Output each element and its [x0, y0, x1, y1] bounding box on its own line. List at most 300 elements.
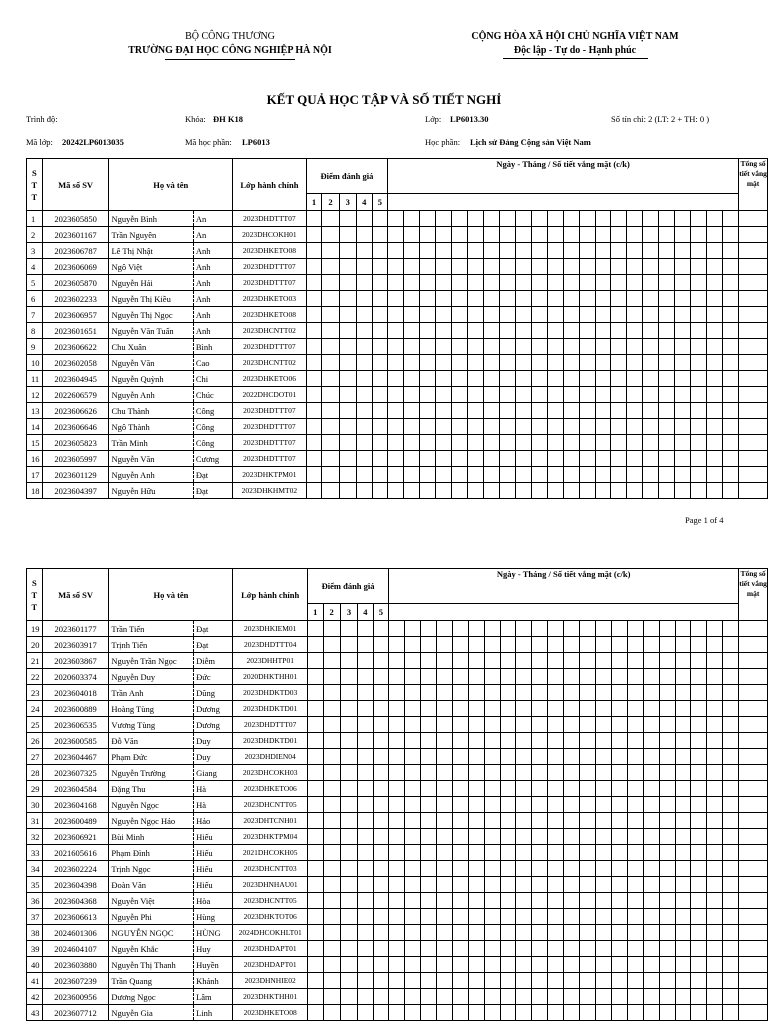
- cell-absence: [659, 941, 675, 957]
- cell-absence: [691, 243, 707, 259]
- cell-stt: 28: [27, 765, 43, 781]
- cell-score: [323, 813, 340, 829]
- cell-absence: [675, 669, 691, 685]
- cell-absence: [389, 669, 405, 685]
- cell-absence: [483, 243, 499, 259]
- cell-score: [373, 1005, 389, 1021]
- cell-absence: [611, 435, 627, 451]
- cell-absence: [643, 989, 659, 1005]
- cell-absence: [516, 765, 532, 781]
- cell-absence: [691, 653, 707, 669]
- cell-absence: [451, 467, 467, 483]
- cell-absence: [627, 701, 643, 717]
- table-row: [27, 291, 768, 307]
- cell-absence: [643, 451, 659, 467]
- cell-absence: [388, 451, 404, 467]
- cell-score: [322, 371, 339, 387]
- cell-absence: [675, 797, 691, 813]
- cell-absence: [389, 925, 405, 941]
- cell-absence: [548, 637, 564, 653]
- cell-ma-sv: 2021605616: [42, 845, 109, 861]
- cell-absence: [659, 749, 675, 765]
- cell-absence: [563, 435, 579, 451]
- cell-absence: [611, 291, 627, 307]
- cell-absence: [515, 403, 531, 419]
- cell-absence: [405, 941, 421, 957]
- cell-absence: [563, 307, 579, 323]
- cell-absence: [611, 227, 627, 243]
- header-row: [27, 159, 768, 194]
- cell-absence: [532, 1005, 548, 1021]
- cell-absence: [467, 243, 483, 259]
- cell-absence: [691, 877, 707, 893]
- cell-score: [339, 339, 356, 355]
- cell-absence: [532, 973, 548, 989]
- cell-absence: [595, 957, 611, 973]
- cell-absence: [723, 259, 739, 275]
- cell-ma-sv: 2023604945: [42, 371, 109, 387]
- cell-stt: 29: [27, 781, 43, 797]
- cell-absence: [563, 419, 579, 435]
- cell-absence: [675, 467, 691, 483]
- motto: Độc lập - Tự do - Hạnh phúc: [513, 45, 637, 56]
- cell-absence: [405, 957, 421, 973]
- cell-ma-sv: 2023606535: [42, 717, 109, 733]
- cell-score: [323, 1005, 340, 1021]
- cell-absence: [436, 653, 452, 669]
- lop-label: Lớp:: [425, 114, 442, 124]
- cell-absence: [579, 211, 595, 227]
- cell-score: [307, 621, 323, 637]
- cell-absence: [436, 621, 452, 637]
- cell-absence: [404, 275, 420, 291]
- cell-absence: [516, 669, 532, 685]
- cell-score: [356, 339, 372, 355]
- cell-absence: [627, 669, 643, 685]
- cell-total-absence: [739, 339, 768, 355]
- cell-absence: [611, 925, 627, 941]
- cell-absence: [659, 717, 675, 733]
- cell-ho-dem: Trịnh Ngọc: [109, 861, 194, 877]
- cell-ma-sv: 2023604467: [42, 749, 109, 765]
- cell-absence: [436, 861, 452, 877]
- cell-score: [373, 941, 389, 957]
- cell-total-absence: [739, 653, 768, 669]
- cell-absence: [643, 435, 659, 451]
- cell-score: [358, 717, 374, 733]
- cell-absence: [691, 227, 707, 243]
- cell-absence: [564, 765, 580, 781]
- cell-absence: [675, 227, 691, 243]
- cell-absence: [675, 813, 691, 829]
- cell-stt: 35: [27, 877, 43, 893]
- cell-absence: [595, 653, 611, 669]
- cell-absence: [691, 621, 707, 637]
- cell-absence: [548, 845, 564, 861]
- cell-score: [306, 259, 322, 275]
- cell-ho-dem: Nguyễn Bình: [109, 211, 193, 227]
- table-row: [27, 749, 768, 765]
- cell-absence: [468, 701, 484, 717]
- cell-absence: [451, 243, 467, 259]
- cell-score: [323, 829, 340, 845]
- cell-absence: [595, 637, 611, 653]
- cell-absence: [579, 339, 595, 355]
- cell-absence: [563, 291, 579, 307]
- cell-score: [358, 669, 374, 685]
- cell-absence: [595, 701, 611, 717]
- cell-ten: Dương: [194, 701, 233, 717]
- cell-absence: [595, 941, 611, 957]
- cell-ho-dem: Vương Tùng: [109, 717, 194, 733]
- cell-absence: [436, 1005, 452, 1021]
- cell-absence: [468, 925, 484, 941]
- cell-total-absence: [739, 211, 768, 227]
- cell-absence: [405, 845, 421, 861]
- cell-absence: [532, 781, 548, 797]
- cell-ho-dem: Trịnh Tiến: [109, 637, 194, 653]
- cell-score: [340, 941, 357, 957]
- cell-total-absence: [739, 483, 768, 499]
- cell-ho-dem: Nguyễn Ngọc: [109, 797, 194, 813]
- cell-absence: [691, 733, 707, 749]
- cell-ho-dem: Nguyễn Văn Tuấn: [109, 323, 193, 339]
- cell-score: [323, 845, 340, 861]
- cell-absence: [405, 973, 421, 989]
- cell-absence: [611, 371, 627, 387]
- cell-absence: [675, 403, 691, 419]
- cell-absence: [452, 973, 468, 989]
- ministry-name: BỘ CÔNG THƯƠNG: [185, 31, 275, 42]
- table-row: [27, 909, 768, 925]
- cell-absence: [467, 211, 483, 227]
- cell-absence: [595, 323, 611, 339]
- cell-absence: [691, 259, 707, 275]
- cell-absence: [531, 227, 547, 243]
- cell-score: [358, 845, 374, 861]
- cell-absence: [421, 957, 437, 973]
- cell-ho-dem: NGUYỄN NGỌC: [109, 925, 194, 941]
- cell-lop-hanh-chinh: 2023DHDTTT07: [233, 259, 307, 275]
- cell-score: [339, 483, 356, 499]
- cell-stt: 4: [27, 259, 43, 275]
- cell-absence: [388, 355, 404, 371]
- cell-absence: [595, 829, 611, 845]
- cell-absence: [451, 211, 467, 227]
- cell-score: [339, 419, 356, 435]
- cell-stt: 41: [27, 973, 43, 989]
- cell-absence: [547, 403, 563, 419]
- cell-absence: [499, 259, 515, 275]
- cell-absence: [564, 653, 580, 669]
- cell-ma-sv: 2023606626: [42, 403, 109, 419]
- cell-absence: [547, 307, 563, 323]
- cell-absence: [421, 797, 437, 813]
- cell-absence: [675, 637, 691, 653]
- cell-absence: [531, 451, 547, 467]
- cell-absence: [468, 653, 484, 669]
- cell-absence: [499, 451, 515, 467]
- cell-total-absence: [739, 291, 768, 307]
- cell-absence: [531, 339, 547, 355]
- cell-absence: [691, 861, 707, 877]
- cell-absence: [468, 797, 484, 813]
- cell-absence: [483, 211, 499, 227]
- cell-absence: [452, 701, 468, 717]
- cell-absence: [405, 909, 421, 925]
- cell-stt: 1: [27, 211, 43, 227]
- cell-absence: [404, 483, 420, 499]
- cell-score: [306, 403, 322, 419]
- cell-absence: [452, 845, 468, 861]
- cell-absence: [404, 451, 420, 467]
- cell-absence: [595, 765, 611, 781]
- cell-score: [322, 435, 339, 451]
- cell-absence: [499, 291, 515, 307]
- cell-score: [323, 925, 340, 941]
- cell-ma-sv: 2023604397: [42, 483, 109, 499]
- cell-absence: [563, 339, 579, 355]
- republic-name: CỘNG HÒA XÃ HỘI CHỦ NGHĨA VIỆT NAM: [471, 31, 679, 42]
- cell-absence: [531, 387, 547, 403]
- cell-total-absence: [739, 925, 768, 941]
- cell-score: [372, 211, 388, 227]
- cell-absence: [707, 419, 723, 435]
- cell-absence: [659, 1005, 675, 1021]
- cell-absence: [500, 669, 516, 685]
- cell-absence: [420, 339, 436, 355]
- cell-absence: [723, 941, 739, 957]
- cell-absence: [723, 621, 739, 637]
- cell-stt: 7: [27, 307, 43, 323]
- cell-total-absence: [739, 861, 768, 877]
- cell-total-absence: [739, 781, 768, 797]
- cell-absence: [659, 989, 675, 1005]
- cell-total-absence: [739, 621, 768, 637]
- cell-absence: [675, 925, 691, 941]
- cell-score: [356, 307, 372, 323]
- cell-absence: [468, 909, 484, 925]
- cell-absence: [564, 1005, 580, 1021]
- cell-lop-hanh-chinh: 2023DHKETO08: [233, 1005, 308, 1021]
- cell-score: [323, 877, 340, 893]
- cell-absence: [723, 371, 739, 387]
- cell-absence: [531, 467, 547, 483]
- col-header-ho-ten: Họ và tên: [109, 159, 233, 211]
- cell-absence: [563, 483, 579, 499]
- cell-score: [372, 339, 388, 355]
- cell-absence: [564, 749, 580, 765]
- cell-absence: [467, 307, 483, 323]
- cell-ho-dem: Trần Tiến: [109, 621, 194, 637]
- cell-lop-hanh-chinh: 2023DHHTP01: [233, 653, 308, 669]
- cell-ma-sv: 2023605850: [42, 211, 109, 227]
- cell-ten: Hiếu: [194, 877, 233, 893]
- cell-absence: [564, 973, 580, 989]
- cell-ma-sv: 2023601167: [42, 227, 109, 243]
- cell-absence: [627, 451, 643, 467]
- cell-ten: Hùng: [194, 909, 233, 925]
- cell-absence: [404, 307, 420, 323]
- cell-stt: 20: [27, 637, 43, 653]
- col-header-score-1: 1: [306, 194, 322, 211]
- cell-lop-hanh-chinh: 2023DHDKTD01: [233, 701, 308, 717]
- cell-score: [358, 733, 374, 749]
- cell-absence: [659, 813, 675, 829]
- cell-stt: 22: [27, 669, 43, 685]
- cell-absence: [595, 307, 611, 323]
- cell-absence: [452, 957, 468, 973]
- cell-absence: [547, 291, 563, 307]
- cell-absence: [723, 813, 739, 829]
- cell-absence: [627, 419, 643, 435]
- cell-absence: [421, 877, 437, 893]
- cell-absence: [707, 1005, 723, 1021]
- cell-absence: [564, 621, 580, 637]
- cell-absence: [483, 291, 499, 307]
- cell-absence: [500, 925, 516, 941]
- cell-total-absence: [739, 435, 768, 451]
- cell-absence: [627, 435, 643, 451]
- cell-absence: [484, 701, 500, 717]
- cell-absence: [531, 275, 547, 291]
- cell-total-absence: [739, 893, 768, 909]
- cell-score: [322, 467, 339, 483]
- cell-absence: [500, 733, 516, 749]
- table-row: [27, 355, 768, 371]
- cell-absence: [707, 403, 723, 419]
- cell-absence: [595, 1005, 611, 1021]
- cell-absence: [675, 483, 691, 499]
- cell-absence: [435, 275, 451, 291]
- cell-score: [323, 621, 340, 637]
- cell-absence: [404, 291, 420, 307]
- cell-absence: [707, 781, 723, 797]
- cell-total-absence: [739, 419, 768, 435]
- cell-absence: [405, 749, 421, 765]
- cell-lop-hanh-chinh: 2023DHDTTT07: [233, 403, 307, 419]
- col-header-lop-hanh-chinh: Lớp hành chính: [233, 159, 307, 211]
- cell-ten: Anh: [193, 275, 232, 291]
- cell-lop-hanh-chinh: 2023DHDTTT07: [233, 211, 307, 227]
- cell-absence: [723, 323, 739, 339]
- cell-score: [323, 973, 340, 989]
- cell-absence: [564, 797, 580, 813]
- cell-absence: [436, 797, 452, 813]
- cell-absence: [643, 925, 659, 941]
- cell-absence: [579, 419, 595, 435]
- cell-score: [358, 637, 374, 653]
- cell-absence: [595, 669, 611, 685]
- cell-absence: [691, 829, 707, 845]
- cell-absence: [484, 829, 500, 845]
- cell-absence: [643, 797, 659, 813]
- cell-score: [339, 243, 356, 259]
- cell-absence: [611, 685, 627, 701]
- cell-absence: [675, 371, 691, 387]
- cell-score: [306, 467, 322, 483]
- cell-absence: [548, 621, 564, 637]
- cell-absence: [548, 765, 564, 781]
- cell-lop-hanh-chinh: 2023DHDKTD03: [233, 685, 308, 701]
- cell-absence: [436, 957, 452, 973]
- cell-absence: [675, 243, 691, 259]
- cell-absence: [389, 909, 405, 925]
- cell-absence: [659, 781, 675, 797]
- cell-total-absence: [739, 765, 768, 781]
- cell-score: [372, 483, 388, 499]
- cell-absence: [405, 685, 421, 701]
- cell-stt: 14: [27, 419, 43, 435]
- cell-absence: [580, 877, 596, 893]
- cell-absence: [547, 483, 563, 499]
- cell-ma-sv: 2023606622: [42, 339, 109, 355]
- cell-absence: [484, 909, 500, 925]
- cell-absence: [405, 701, 421, 717]
- cell-absence: [515, 451, 531, 467]
- cell-absence: [516, 973, 532, 989]
- cell-absence: [643, 1005, 659, 1021]
- cell-stt: 16: [27, 451, 43, 467]
- cell-absence: [516, 877, 532, 893]
- cell-absence: [468, 877, 484, 893]
- cell-total-absence: [739, 275, 768, 291]
- cell-absence: [404, 243, 420, 259]
- cell-absence: [707, 435, 723, 451]
- cell-score: [373, 845, 389, 861]
- cell-absence: [547, 243, 563, 259]
- table-row: [27, 637, 768, 653]
- cell-absence: [405, 797, 421, 813]
- cell-absence: [659, 653, 675, 669]
- cell-absence: [675, 211, 691, 227]
- cell-absence: [707, 733, 723, 749]
- cell-stt: 30: [27, 797, 43, 813]
- cell-absence: [467, 291, 483, 307]
- cell-absence: [468, 669, 484, 685]
- cell-absence: [388, 435, 404, 451]
- cell-total-absence: [739, 957, 768, 973]
- cell-lop-hanh-chinh: 2023DHDTTT07: [233, 339, 307, 355]
- cell-total-absence: [739, 1005, 768, 1021]
- cell-absence: [389, 877, 405, 893]
- cell-absence: [500, 765, 516, 781]
- cell-ten: Chúc: [193, 387, 232, 403]
- cell-absence: [627, 637, 643, 653]
- cell-ma-sv: 2023604368: [42, 893, 109, 909]
- cell-absence: [627, 621, 643, 637]
- cell-absence: [627, 861, 643, 877]
- cell-absence: [659, 861, 675, 877]
- cell-absence: [404, 227, 420, 243]
- cell-ma-sv: 2023606646: [42, 419, 109, 435]
- cell-absence: [548, 973, 564, 989]
- cell-absence: [659, 877, 675, 893]
- cell-absence: [451, 291, 467, 307]
- cell-ho-dem: Hoàng Tùng: [109, 701, 194, 717]
- cell-absence: [595, 925, 611, 941]
- cell-absence: [643, 355, 659, 371]
- cell-absence: [564, 893, 580, 909]
- table-row: [27, 419, 768, 435]
- cell-score: [340, 877, 357, 893]
- cell-absence: [484, 733, 500, 749]
- cell-absence: [563, 243, 579, 259]
- cell-ten: Khánh: [194, 973, 233, 989]
- cell-lop-hanh-chinh: 2023DHKTPM04: [233, 829, 308, 845]
- cell-stt: 6: [27, 291, 43, 307]
- cell-absence: [659, 797, 675, 813]
